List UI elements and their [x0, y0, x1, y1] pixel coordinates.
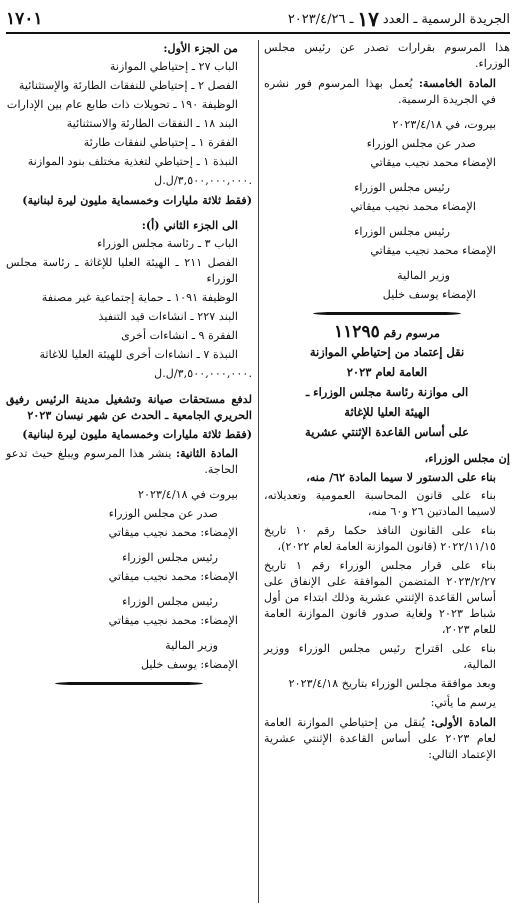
budget-line: الوظيفة ١٠٩١ ـ حماية إجتماعية غير مصنفة	[41, 291, 238, 304]
budget-line: الوظيفة ١٩٠ ـ تحويلات ذات طابع عام بين الإدارات	[6, 98, 238, 111]
signatory-title: رئيس مجلس الوزراء	[122, 551, 218, 564]
article-5-label: المادة الخامسة:	[418, 76, 496, 90]
budget-line: النبذة ١ ـ إحتياطي لتغذية مختلف بنود الموازنة	[27, 155, 238, 168]
address-line: إن مجلس الوزراء،	[424, 451, 510, 465]
signature: الإمضاء يوسف خليل	[382, 288, 476, 301]
amount: ٣,٥٠٠,٠٠٠,٠٠٠/ل.ل.	[154, 367, 252, 380]
signature: الإمضاء: محمد نجيب ميقاتي	[108, 570, 238, 583]
article-1-text: يُنقل من إحتياطي الموازنة العامة لعام ٢٠٢٣ على أساس القاعدة الإثنتي عشرية الإعتماد التالي:	[264, 716, 496, 761]
header-title-group	[288, 7, 510, 31]
budget-line: الفصل ٢ ـ إحتياطي للنفقات الطارئة والإستثنائية	[18, 79, 238, 92]
article-5	[264, 75, 510, 108]
article-2	[6, 445, 252, 478]
signature: الإمضاء: محمد نجيب ميقاتي	[108, 526, 238, 539]
article-1	[264, 714, 510, 763]
amount: ٣,٥٠٠,٠٠٠,٠٠٠/ل.ل.	[154, 174, 252, 187]
approval-line: وبعد موافقة مجلس الوزراء بتاريخ ٢٠٢٣/٤/١٨	[288, 677, 496, 690]
issue-date: ـ ٢٠٢٣/٤/٢٦	[287, 11, 354, 27]
budget-line: الفقرة ١ ـ إحتياطي لنفقات طارئة	[83, 136, 238, 149]
article-2-label: المادة الثانية:	[176, 446, 238, 460]
decree-title: على أساس القاعدة الإثنتي عشرية	[305, 425, 469, 439]
article-5-text: يُعمل بهذا المرسوم فور نشره في الجريدة الرسمية.	[264, 77, 496, 106]
issued-by: صدر عن مجلس الوزراء	[366, 137, 476, 150]
legal-basis: بناء على قرار مجلس الوزراء رقم ١ تاريخ ٢٠٢٣/٢/٢٧ المتضمن الموافقة على الإنفاق على أساس القاعدة الإثنتي عشرية وذلك ابتداء من أول شباط ٢٠٢٣ ولغاية صدور قانون الموازنة العامة للعام ٢٠٢٣،	[264, 559, 496, 636]
column-divider	[258, 40, 259, 903]
signature: الإمضاء: يوسف خليل	[140, 658, 238, 671]
page-header	[6, 6, 510, 34]
place-date: بيروت في ٢٠٢٣/٤/١٨	[138, 488, 238, 501]
amount-in-words: (فقط ثلاثة مليارات وخمسماية مليون ليرة لبنانية)	[22, 427, 252, 441]
amount-in-words: (فقط ثلاثة مليارات وخمسماية مليون ليرة لبنانية)	[22, 193, 252, 207]
budget-line: الباب ٢٧ ـ إحتياطي الموازنة	[109, 60, 238, 73]
issued-by: صدر عن مجلس الوزراء	[108, 507, 218, 520]
signature: الإمضاء محمد نجيب ميقاتي	[370, 244, 496, 257]
section-separator	[313, 311, 461, 316]
decree-title: الى موازنة رئاسة مجلس الوزراء ـ	[305, 385, 469, 399]
decrees-line: يرسم ما يأتي:	[430, 696, 496, 709]
section-separator	[55, 681, 203, 686]
budget-line: الفقرة ٩ ـ انشاءات أخرى	[121, 329, 238, 342]
budget-line: البند ١٨ ـ النفقات الطارئة والاستثنائية	[66, 117, 238, 130]
signature: الإمضاء: محمد نجيب ميقاتي	[108, 614, 238, 627]
decree-title: الهيئة العليا للإغاثة	[344, 405, 430, 419]
budget-line: الفصل ٢١١ ـ الهيئة العليا للإغاثة ـ رئاسة مجلس الوزراء	[6, 256, 238, 285]
from-part-heading: من الجزء الأول:	[163, 41, 238, 55]
budget-line: الباب ٣ ـ رئاسة مجلس الوزراء	[97, 237, 238, 250]
decree-title: نقل إعتماد من إحتياطي الموازنة	[309, 345, 465, 359]
budget-line: النبذة ٧ ـ انشاءات أخرى للهيئة العليا للاغاثة	[39, 348, 238, 361]
signatory-title: رئيس مجلس الوزراء	[122, 595, 218, 608]
right-column	[264, 40, 510, 766]
legal-basis: بناء على قانون المحاسبة العمومية وتعديلاته، لاسيما المادتين ٢٦ و٦٠ منه،	[264, 489, 496, 518]
decree-title: العامة لعام ٢٠٢٣	[346, 365, 428, 379]
page-number: ١٧٠١	[6, 9, 43, 29]
article-2-text: ينشر هذا المرسوم ويبلغ حيث تدعو الحاجة.	[6, 447, 238, 476]
decree-label: مرسوم رقم	[383, 326, 440, 340]
signature: الإمضاء محمد نجيب ميقاتي	[350, 200, 476, 213]
article-1-label: المادة الأولى:	[430, 715, 496, 729]
intro-text: هذا المرسوم بقرارات تصدر عن رئيس مجلس الوزراء.	[264, 41, 510, 70]
signature: الإمضاء محمد نجيب ميقاتي	[370, 156, 496, 169]
purpose-text: لدفع مستحقات صيانة وتشغيل مدينة الرئيس رفيق الحريري الجامعية ـ الحدث عن شهر نيسان ٢٠٢٣	[6, 392, 252, 422]
signatory-title: رئيس مجلس الوزراء	[354, 181, 450, 194]
place-date: بيروت، في ٢٠٢٣/٤/١٨	[392, 118, 496, 131]
legal-basis: بناء على الدستور لا سيما المادة ٦٢/ منه،	[306, 470, 496, 484]
decree-heading	[264, 324, 510, 341]
signatory-title: رئيس مجلس الوزراء	[354, 225, 450, 238]
signatory-title: وزير المالية	[397, 269, 450, 282]
signatory-title: وزير المالية	[165, 639, 218, 652]
legal-basis: بناء على اقتراح رئيس مجلس الوزراء ووزير المالية،	[264, 642, 496, 671]
issue-number: ١٧	[357, 7, 379, 31]
gazette-title: الجريدة الرسمية ـ العدد	[382, 11, 510, 27]
budget-line: البند ٢٢٧ ـ انشاءات قيد التنفيذ	[98, 310, 238, 323]
legal-basis: بناء على القانون النافذ حكما رقم ١٠ تاريخ ٢٠٢٢/١١/١٥ (قانون الموازنة العامة لعام ٢٠٢٢)،	[264, 524, 496, 553]
left-column	[6, 40, 252, 694]
decree-number: ١١٢٩٥	[334, 322, 380, 342]
to-part-heading: الى الجزء الثاني (أ):	[141, 218, 238, 232]
